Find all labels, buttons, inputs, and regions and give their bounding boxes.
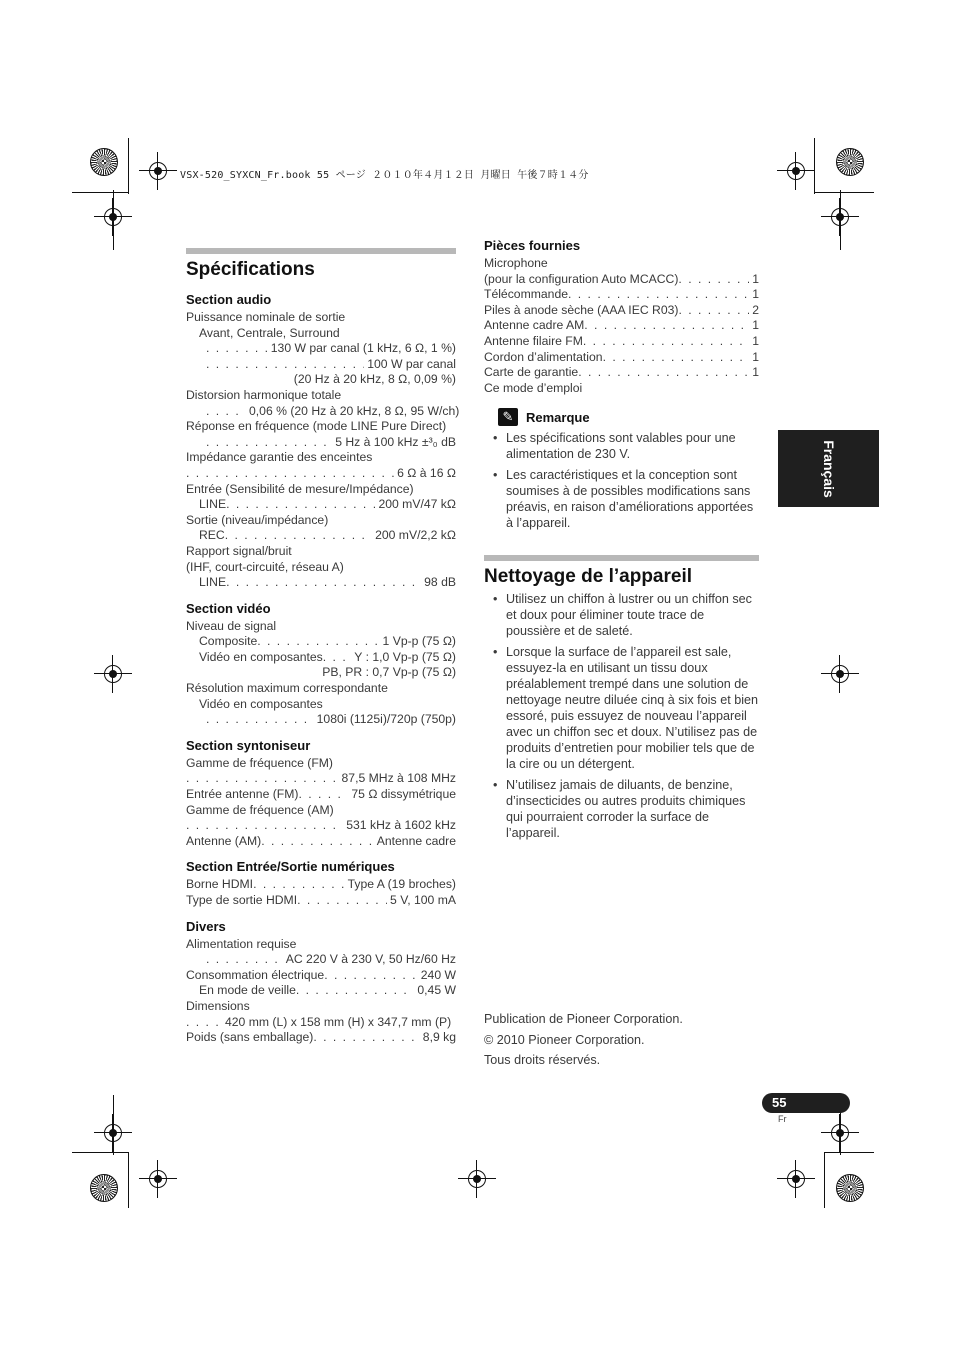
list-item: • N’utilisez jamais de diluants, de benzine, d’insecticides ou autres produits chimiques qui pourraient corroder la surface de l’appareil. xyxy=(484,777,759,841)
section-bar xyxy=(186,248,456,254)
registration-mark-icon xyxy=(145,1166,171,1192)
registration-mark-icon xyxy=(100,1120,126,1146)
crop-mark xyxy=(128,138,129,194)
parts-row: Cordon d’alimentation . . . 1 xyxy=(484,350,759,366)
spec-line: Gamme de fréquence (FM) xyxy=(186,755,333,770)
parts-row: Antenne filaire FM . . . 1 xyxy=(484,334,759,350)
spec-row: . . . 100 W par canal xyxy=(186,357,456,373)
crop-mark xyxy=(814,192,874,193)
crop-mark xyxy=(824,1152,825,1208)
registration-mark-icon xyxy=(464,1166,490,1192)
note-list xyxy=(484,430,759,531)
spec-line: (IHF, court-circuité, réseau A) xyxy=(186,559,344,574)
spec-line: Sortie (niveau/impédance) xyxy=(186,512,329,527)
spec-row: REC . . . 200 mV/2,2 kΩ xyxy=(186,528,456,544)
registration-mark-icon xyxy=(827,661,853,687)
spec-line: Niveau de signal xyxy=(186,618,277,633)
sunburst-mark-icon xyxy=(836,1174,864,1202)
spec-line: Résolution maximum correspondante xyxy=(186,681,388,696)
section-heading: Divers xyxy=(186,918,226,934)
registration-mark-icon xyxy=(145,158,171,184)
spec-row: Consommation électrique . . . 240 W xyxy=(186,968,456,984)
sunburst-mark-icon xyxy=(90,148,118,176)
page-number: 55 xyxy=(772,1095,787,1110)
spec-row: LINE . . . 98 dB xyxy=(186,575,456,591)
parts-line: Microphone xyxy=(484,256,548,270)
spec-line: Réponse en fréquence (mode LINE Pure Direct) xyxy=(186,419,447,434)
rights-line: Tous droits réservés. xyxy=(484,1053,601,1067)
spec-line: Entrée (Sensibilité de mesure/Impédance) xyxy=(186,481,414,496)
registration-mark-icon xyxy=(100,661,126,687)
pencil-note-icon: ✎ xyxy=(498,408,518,426)
specifications-column xyxy=(186,248,460,1046)
publisher-line: Publication de Pioneer Corporation. xyxy=(484,1012,683,1026)
list-item: • Les caractéristiques et la conception sont soumises à de possibles modifications sans préavis, en raison d’améliorations apportées à l’appareil. xyxy=(484,467,759,531)
spec-line: Impédance garantie des enceintes xyxy=(186,450,373,465)
spec-line: Dimensions xyxy=(186,998,250,1013)
spec-row: Entrée antenne (FM) . . . 75 Ω dissymétrique xyxy=(186,787,456,803)
spec-row: Composite . . . 1 Vp-p (75 Ω) xyxy=(186,634,456,650)
spec-line: Avant, Centrale, Surround xyxy=(199,325,340,340)
crop-mark xyxy=(128,1152,129,1208)
registration-mark-icon xyxy=(783,1166,809,1192)
section-bar xyxy=(484,555,759,561)
spec-row: . . . AC 220 V à 230 V, 50 Hz/60 Hz xyxy=(186,952,456,968)
registration-mark-icon xyxy=(783,158,809,184)
spec-row: . . . 5 Hz à 100 kHz ±³₀ dB xyxy=(186,435,456,451)
spec-row: . . . 0,06 % (20 Hz à 20 kHz, 8 Ω, 95 W/ch) xyxy=(186,404,456,420)
spec-line: Vidéo en composantes xyxy=(199,696,323,711)
spec-row: LINE . . . 200 mV/47 kΩ xyxy=(186,497,456,513)
spec-line: Rapport signal/bruit xyxy=(186,543,292,558)
spec-row: Poids (sans emballage) . . . 8,9 kg xyxy=(186,1030,456,1046)
parts-row: Piles à anode sèche (AAA IEC R03) . . . 2 xyxy=(484,303,759,319)
section-title: Nettoyage de l’appareil xyxy=(484,566,693,588)
language-tab: Français xyxy=(778,430,879,507)
spec-line: PB, PR : 0,7 Vp-p (75 Ω) xyxy=(322,665,456,680)
spec-row: Borne HDMI . . . Type A (19 broches) xyxy=(186,877,456,893)
crop-mark xyxy=(72,192,128,193)
crop-mark xyxy=(814,138,815,194)
sunburst-mark-icon xyxy=(90,1174,118,1202)
crop-mark xyxy=(72,1152,128,1153)
note-title: Remarque xyxy=(526,409,590,425)
page-number-badge xyxy=(762,1093,850,1113)
list-item: • Les spécifications sont valables pour une alimentation de 230 V. xyxy=(484,430,759,462)
spec-row: . . . 531 kHz à 1602 kHz xyxy=(186,818,456,834)
page-language: Fr xyxy=(778,1114,787,1124)
print-header: VSX-520_SYXCN_Fr.book 55 ページ ２０１０年４月１２日 月曜日 午後７時１４分 xyxy=(180,170,589,181)
spec-line: Puissance nominale de sortie xyxy=(186,310,346,324)
spec-row: . . . 6 Ω à 16 Ω xyxy=(186,466,456,482)
copyright-line: © 2010 Pioneer Corporation. xyxy=(484,1032,645,1047)
parts-row: Carte de garantie . . . 1 xyxy=(484,365,759,381)
spec-row: . . . 420 mm (L) x 158 mm (H) x 347,7 mm (P) xyxy=(186,1015,456,1031)
page-title: Spécifications xyxy=(186,259,315,280)
section-heading: Section vidéo xyxy=(186,600,271,616)
spec-row: Antenne (AM) . . . Antenne cadre xyxy=(186,834,456,850)
spec-row: Vidéo en composantes . . . Y : 1,0 Vp-p (75 Ω) xyxy=(186,650,456,666)
cleaning-list xyxy=(484,591,759,841)
note-header xyxy=(498,408,759,426)
list-item: • Utilisez un chiffon à lustrer ou un chiffon sec et doux pour éliminer toute trace de poussière et de saleté. xyxy=(484,591,759,639)
spec-line: Alimentation requise xyxy=(186,936,297,951)
spec-line: Gamme de fréquence (AM) xyxy=(186,802,334,817)
spec-row: Type de sortie HDMI . . . 5 V, 100 mA xyxy=(186,893,456,909)
section-heading: Section audio xyxy=(186,292,272,307)
parts-row: (pour la configuration Auto MCACC) . . . 1 xyxy=(484,272,759,288)
right-column xyxy=(484,238,759,846)
registration-mark-icon xyxy=(100,204,126,230)
list-item: • Lorsque la surface de l’appareil est sale, essuyez-la en utilisant un tissu doux préalablement trempé dans une solution de nettoyage neutre diluée cinq à six fois et bien essoré, puis essuyez de nouveau l’appareil avec un chiffon sec et doux. N’utilisez pas de produits d’entretien pour mobilier tels que de la cire ou un détergent. xyxy=(484,644,759,772)
registration-mark-icon xyxy=(827,1120,853,1146)
sunburst-mark-icon xyxy=(836,148,864,176)
parts-row: Antenne cadre AM . . . 1 xyxy=(484,318,759,334)
section-heading: Section Entrée/Sortie numériques xyxy=(186,859,395,875)
parts-line: Ce mode d’emploi xyxy=(484,380,583,395)
spec-row: . . . 1080i (1125i)/720p (750p) xyxy=(186,712,456,728)
section-heading: Section syntoniseur xyxy=(186,737,311,753)
spec-row: . . . 87,5 MHz à 108 MHz xyxy=(186,771,456,787)
spec-row: . . . 130 W par canal (1 kHz, 6 Ω, 1 %) xyxy=(186,341,456,357)
section-heading: Pièces fournies xyxy=(484,238,581,253)
spec-line: (20 Hz à 20 kHz, 8 Ω, 0,09 %) xyxy=(293,372,456,387)
publisher-block xyxy=(484,1009,683,1071)
spec-row: En mode de veille . . . 0,45 W xyxy=(186,983,456,999)
spec-line: Distorsion harmonique totale xyxy=(186,387,342,402)
parts-row: Télécommande . . . 1 xyxy=(484,287,759,303)
registration-mark-icon xyxy=(827,204,853,230)
crop-mark xyxy=(824,1152,874,1153)
